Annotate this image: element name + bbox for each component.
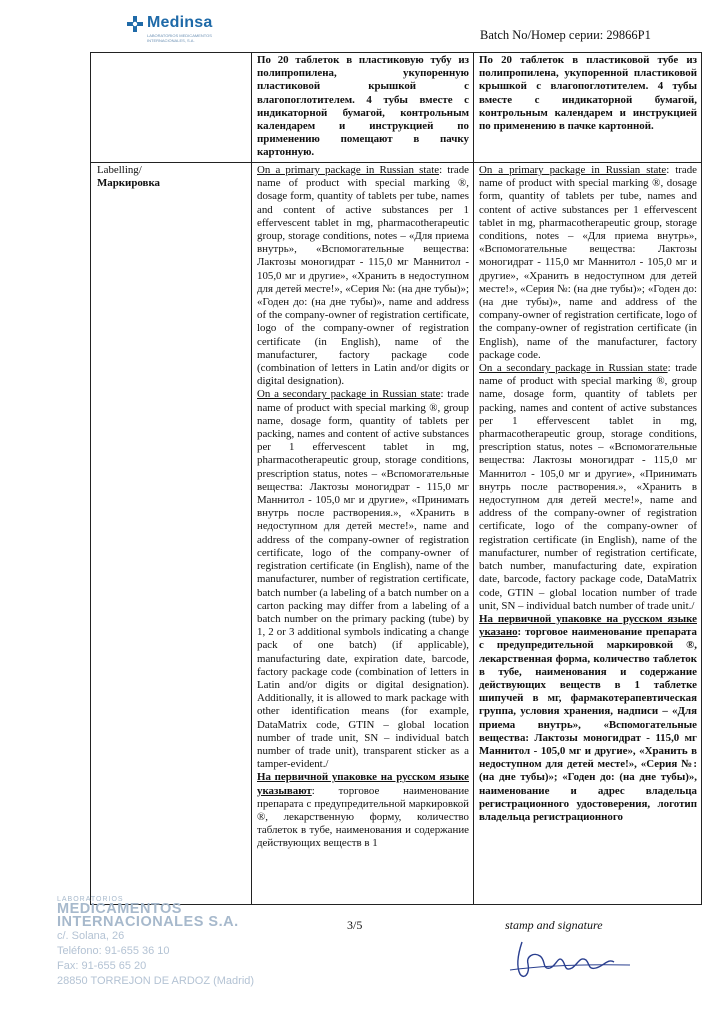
col3-primary-heading: On a primary package in Russian state bbox=[479, 164, 667, 176]
cell-packaging-label bbox=[91, 53, 252, 163]
cell-labelling-label bbox=[91, 163, 252, 905]
col3-secondary-heading: On a secondary package in Russian state bbox=[479, 362, 668, 375]
labelling-label-en: Labelling/ bbox=[97, 164, 142, 176]
lab-phone: Teléfono: 91-655 36 10 bbox=[57, 945, 170, 957]
cell-packaging-col3: По 20 таблеток в пластиковой тубе из полипропилена, укупоренной пластиковой крышкой с влагопоглотителем. 4 тубы вместе с индикаторной бумагой, контрольным календарем и инструкцией по применению в пачке картонной. bbox=[474, 53, 702, 163]
specification-table bbox=[90, 52, 702, 905]
lab-small-label: LABORATORIOS bbox=[57, 896, 124, 903]
logo-name: Medinsa bbox=[147, 14, 213, 31]
lab-city: 28850 TORREJON DE ARDOZ (Madrid) bbox=[57, 975, 255, 987]
page-number: 3/5 bbox=[347, 918, 363, 932]
cell-labelling-col2 bbox=[252, 163, 474, 905]
col2-secondary-text: : trade name of product with special marking ®, group name, dosage form, quantity of tablets per packing, names and content of active substances per 1 effervescent tablet in mg, pharmacotherapeutic group, storage conditions, prescription status, notes – «Вспомогательные вещества: Лактозы моногидрат - 115,0 мг Маннитол - 105,0 мг и другие», «Принимать внутрь после растворения.», «Хранить в недоступном для детей месте!», name and address of the company-owner of registration certificate, logo of the company-owner of registration certificate (in English), name of the manufacturer, number of registration certificate, batch number (a labeling of a batch number on a carton packing may differ from a labeling of a batch number on the primary packing (tube) by 1, 2 or 3 additional symbols indicating a change pack of one batch) (if applicable), manufacturing date, expiration date, barcode, factory package code (combination of letters in Latin and/or digits or digital designation). Additionally, it is allowed to mark package with other identification means (for example, DataMatrix code, GTIN – global location number of trade unit, SN – individual batch number of trade unit), transparent sticker as a tamper-evident./ bbox=[257, 388, 469, 771]
lab-name-line2: INTERNACIONALES S.A. bbox=[57, 914, 239, 930]
col2-ru-heading: На первичной упаковке на русском языке указывают bbox=[257, 771, 469, 797]
col2-ru-text: : торговое наименование препарата с предупредительной маркировкой ®, лекарственную форму, количество таблеток в тубе, наименования и содержание действующих веществ в 1 bbox=[257, 784, 469, 850]
medinsa-logo-icon bbox=[127, 16, 143, 32]
stamp-label: stamp and signature bbox=[505, 918, 603, 932]
col2-secondary-heading: On a secondary package in Russian state bbox=[257, 388, 441, 401]
col2-primary-text: : trade name of product with special marking ®, dosage form, quantity of tablets per tube, names and content of active substances per 1 effervescent tablet in mg, pharmacotherapeutic group, storage conditions, notes – «Для приема внутрь», «Вспомогательные вещества: Лактозы моногидрат - 115,0 мг Маннитол - 105,0 мг и другие», «Хранить в недоступном для детей месте!», «Серия №: (на дне тубы)»; «Годен до: (на дне тубы)», name and address of the company-owner of registration certificate, logo of the company-owner of registration certificate (in English), name of the manufacturer, factory package code (combination of letters in Latin and/or digits or digital designation). bbox=[257, 164, 469, 388]
signature-icon bbox=[500, 934, 640, 984]
batch-number-line bbox=[480, 28, 651, 43]
table-row-packaging bbox=[91, 53, 702, 163]
col3-ru-text: : торговое наименование препарата с предупредительной маркировкой ®, лекарственная форма, количество таблеток в тубе, наименования и содержание действующих веществ в 1 таблетке шипучей в мг, фармакотерапевтическая группа, условия хранения, надписи – «Для приема внутрь», «Вспомогательные вещества: Лактозы моногидрат - 115,0 мг Маннитол - 105,0 мг и другие», «Хранить в недоступном для детей месте!», «Серия №: (на дне тубы)»; «Годен до: (на дне тубы)», наименование и адрес владельца регистрационного удостоверения, логотип владельца регистрационного bbox=[479, 626, 697, 823]
table-row-labelling bbox=[91, 163, 702, 905]
lab-name-line1: MEDICAMENTOS bbox=[57, 901, 182, 917]
col2-primary-heading: On a primary package in Russian state bbox=[257, 164, 440, 176]
batch-label: Batch No/Номер серии: bbox=[480, 28, 604, 42]
logo-subtitle: LABORATORIOS MEDICAMENTOS INTERNACIONALES, S.A. bbox=[147, 33, 212, 43]
col3-secondary-text: : trade name of product with special marking ®, group name, dosage form, quantity of tablets per packing, names and content of active substances per 1 effervescent tablet in mg, pharmacotherapeutic group, storage conditions, prescription status, notes – «Вспомогательные вещества: Лактозы моногидрат - 115,0 мг Маннитол - 105,0 мг и другие», «Принимать внутрь после растворения.», «Хранить в недоступном для детей месте!», name and address of the company-owner of registration certificate, logo of the company-owner of registration certificate (in English), name of the manufacturer, number of registration certificate, batch number, manufacturing date, expiration date, barcode, factory package code, DataMatrix code, GTIN – global location number of trade unit, SN – individual batch number of trade unit./ bbox=[479, 362, 697, 612]
labelling-label-ru: Маркировка bbox=[97, 177, 160, 190]
cell-labelling-col3 bbox=[474, 163, 702, 905]
lab-address: c/. Solana, 26 bbox=[57, 930, 125, 942]
batch-number: 29866P1 bbox=[606, 28, 651, 42]
lab-fax: Fax: 91-655 65 20 bbox=[57, 960, 147, 972]
col3-ru-heading: На первичной упаковке на русском языке указано bbox=[479, 612, 697, 639]
company-stamp-block bbox=[57, 896, 257, 989]
col3-primary-text: : trade name of product with special marking ®, dosage form, quantity of tablets per tube, names and content of active substances per 1 effervescent tablet in mg, pharmacotherapeutic group, storage conditions, notes – «Для приема внутрь», «Вспомогательные вещества: Лактозы моногидрат - 115,0 мг Маннитол - 105,0 мг и другие», «Хранить в недоступном для детей месте!», «Серия №: (на дне тубы)»; «Годен до: (на дне тубы)», name and address of the company-owner of registration certificate, logo of the company-owner of registration certificate (in English), name of the manufacturer, factory package code. bbox=[479, 164, 697, 361]
cell-packaging-col2: По 20 таблеток в пластиковую тубу из полипропилена, укупоренную пластиковой крышкой с влагопоглотителем. 4 тубы вместе с индикаторной бумагой, контрольным календарем и инструкцией по применению помещают в пачку картонную. bbox=[252, 53, 474, 163]
